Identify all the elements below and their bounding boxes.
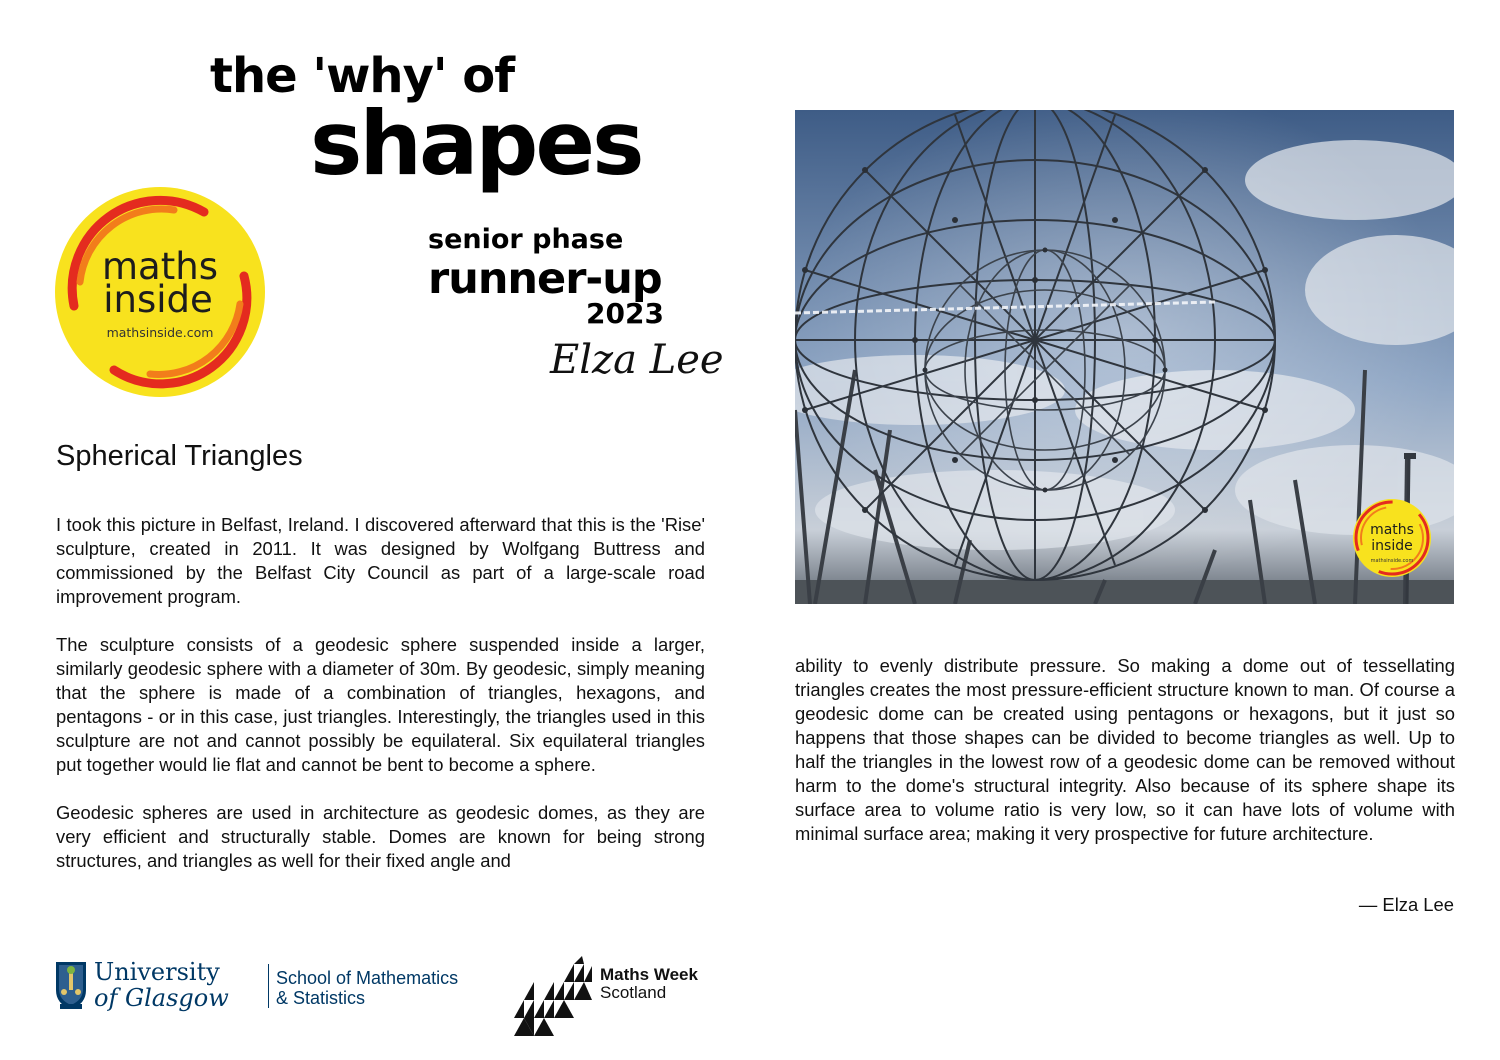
university-crest-icon — [54, 960, 88, 1010]
maths-week-line-2: Scotland — [600, 983, 667, 1002]
article-paragraph-4: ability to evenly distribute pressure. So making a dome out of tessellating triangles creates the most pressure-efficient structure known to man. Of course a geodesic dome can be created using pentagons or hexagons, but it just so happens that those shapes can be divided to become triangles as well. Up to half the triangles in the lowest row of a geodesic dome can be removed without harm to the dome's structural integrity. Also because of its sphere shape its surface area to volume ratio is very low, so it can have lots of volume with minimal surface area; making it very prospective for future architecture. — [795, 655, 1455, 844]
logo-divider — [268, 964, 269, 1008]
university-name-line-2: of Glasgow — [94, 984, 229, 1012]
svg-text:mathsinside.com: mathsinside.com — [1370, 558, 1414, 564]
svg-text:inside: inside — [1371, 538, 1413, 554]
article-right-column — [795, 654, 1455, 846]
article-left-column — [56, 513, 705, 897]
award-year: 2023 — [586, 297, 664, 330]
svg-text:maths: maths — [1370, 522, 1414, 538]
university-name — [94, 960, 229, 1010]
maths-inside-logo — [54, 186, 266, 398]
maths-week-line-1: Maths Week — [600, 965, 698, 984]
photo-maths-inside-watermark — [1353, 499, 1431, 577]
article-heading: Spherical Triangles — [56, 440, 303, 472]
title-line-2: shapes — [310, 92, 642, 195]
author-sign-off: — Elza Lee — [1358, 894, 1454, 915]
article-paragraph-1: I took this picture in Belfast, Ireland. I discovered afterward that this is the 'Rise' sculpture, created in 2011. It was designed by Wolfgang Buttress and commissioned by the Belfast City Council as part of a large-scale road improvement program. — [56, 514, 705, 607]
article-paragraph-2: The sculpture consists of a geodesic sphere suspended inside a larger, similarly geodesic sphere with a diameter of 30m. By geodesic, simply meaning that the sphere is made of a combination of triangles, hexagons, and pentagons - or in this case, just triangles. Interestingly, the triangles used in this sculpture are not and cannot possibly be equilateral. Six equilateral triangles put together would lie flat and cannot be bent to become a sphere. — [56, 634, 705, 775]
university-name-line-1: University — [94, 958, 220, 986]
triangle-mark-icon — [514, 956, 592, 1036]
university-of-glasgow-logo — [54, 958, 459, 1012]
school-name-line-1: School of Mathematics — [276, 968, 459, 988]
title-line-1: the 'why' of — [210, 48, 515, 104]
maths-week-text — [600, 966, 698, 1002]
badge-word-inside: inside — [103, 278, 213, 321]
rise-sculpture-photo — [795, 110, 1454, 604]
author-signature: Elza Lee — [550, 337, 724, 383]
school-name-line-2: & Statistics — [276, 988, 366, 1008]
maths-week-scotland-logo — [514, 956, 714, 1038]
badge-website: mathsinside.com — [106, 325, 214, 340]
article-paragraph-3: Geodesic spheres are used in architecture as geodesic domes, as they are very efficient and structurally stable. Domes are known for being strong structures, and triangles as well for their fixed angle and — [56, 802, 705, 871]
school-name — [276, 968, 458, 1008]
phase-label: senior phase — [428, 224, 624, 255]
award-label: runner-up — [428, 254, 662, 304]
badge-word-maths: maths — [102, 245, 218, 288]
